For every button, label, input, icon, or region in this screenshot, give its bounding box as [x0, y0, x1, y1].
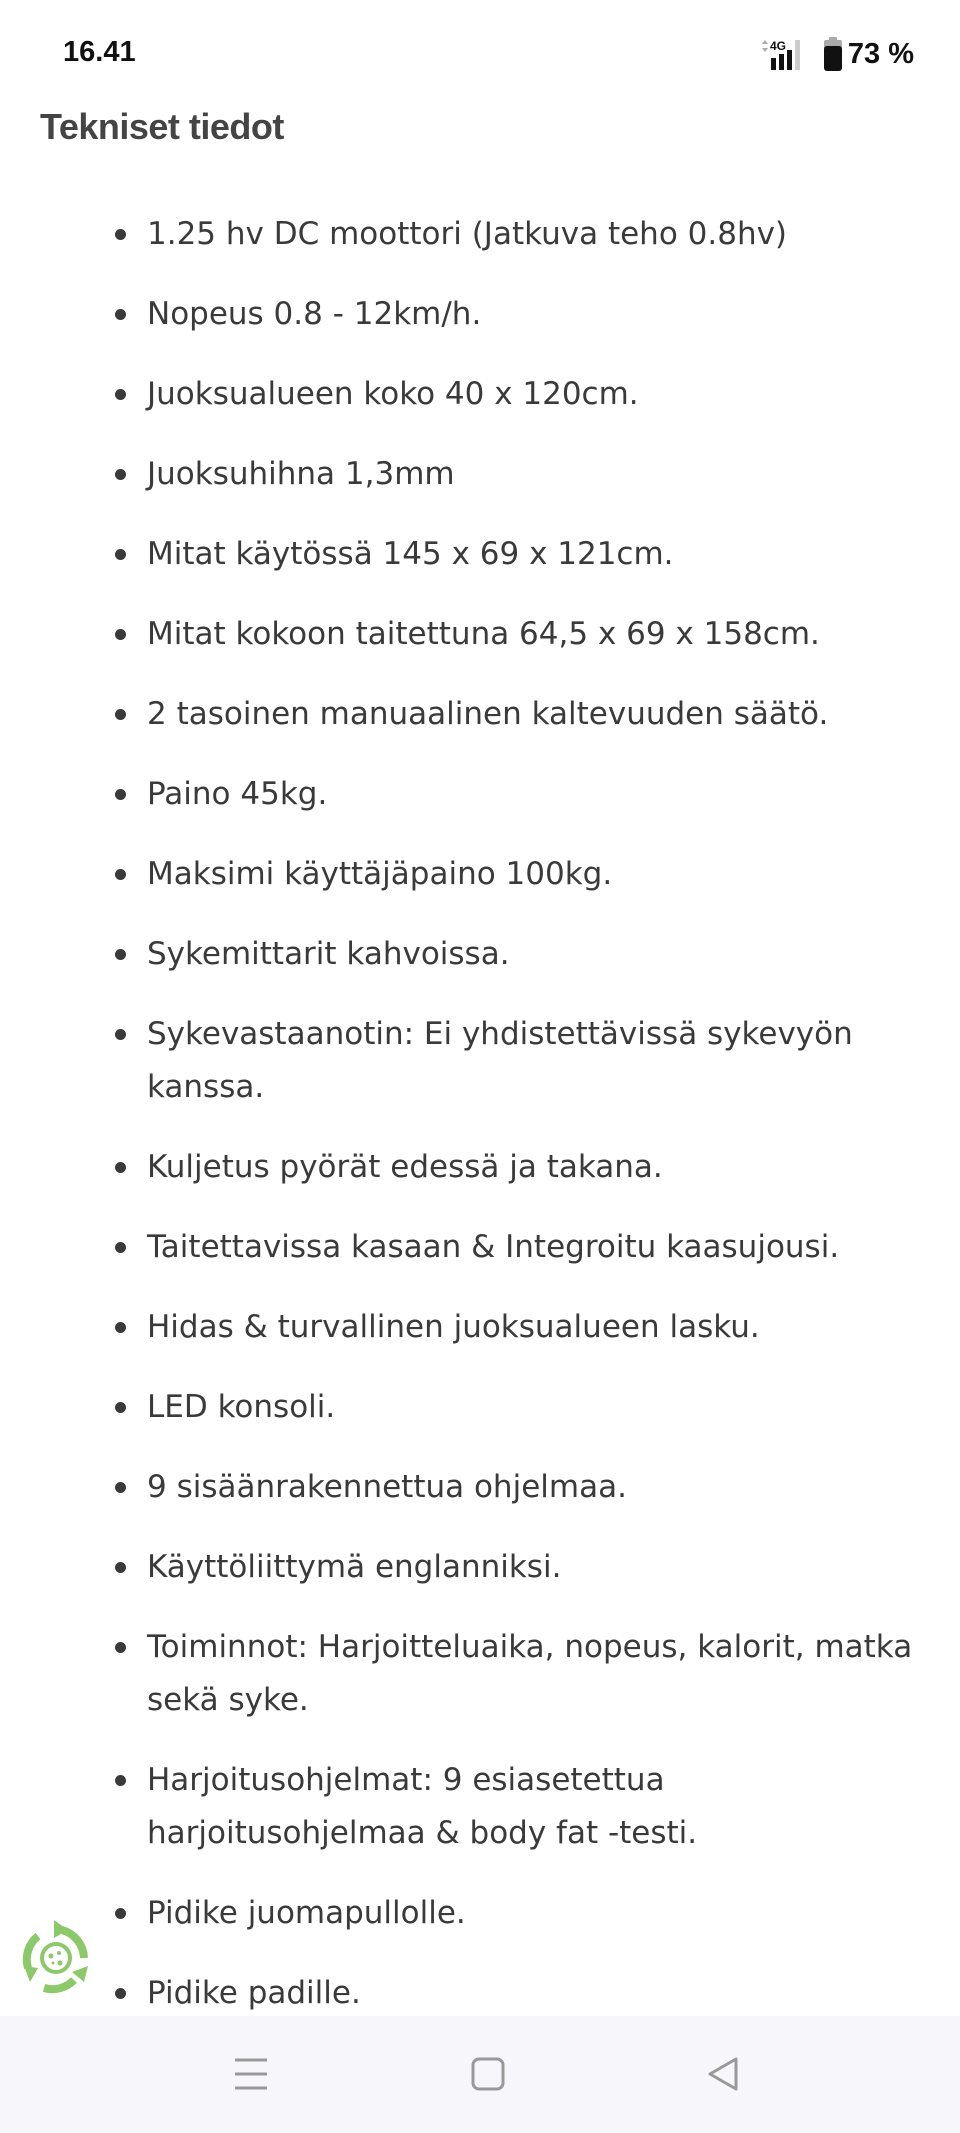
spec-list-item: Toiminnot: Harjoitteluaika, nopeus, kalorit, matka sekä syke. — [147, 1621, 937, 1727]
navigation-bar — [0, 2016, 960, 2133]
back-triangle-icon — [706, 2056, 742, 2092]
battery-icon — [824, 37, 842, 71]
signal-icon — [758, 36, 818, 72]
spec-list-item: 2 tasoinen manuaalinen kaltevuuden säätö. — [147, 688, 937, 741]
menu-icon — [233, 2056, 269, 2092]
spec-list-item: Juoksualueen koko 40 x 120cm. — [147, 368, 937, 421]
status-bar — [0, 0, 960, 110]
home-square-icon — [470, 2056, 506, 2092]
battery-percent: 73 % — [847, 37, 914, 70]
spec-list-item: Sykemittarit kahvoissa. — [147, 928, 937, 981]
spec-list-item: Harjoitusohjelmat: 9 esiasetettua harjoitusohjelmaa & body fat -testi. — [147, 1754, 937, 1860]
spec-list-item: 9 sisäänrakennettua ohjelmaa. — [147, 1461, 937, 1514]
recycle-icon — [18, 1918, 94, 1998]
section-title: Tekniset tiedot — [40, 106, 284, 147]
spec-list-item: Pidike padille. — [147, 1967, 937, 2020]
recent-apps-button[interactable] — [233, 2056, 269, 2096]
spec-list-item: Paino 45kg. — [147, 768, 937, 821]
spec-list-item: Käyttöliittymä englanniksi. — [147, 1541, 937, 1594]
floating-recycle-button[interactable] — [18, 1918, 94, 1998]
spec-list-item: Pidike juomapullolle. — [147, 1887, 937, 1940]
back-button[interactable] — [706, 2056, 742, 2096]
spec-list-item: 1.25 hv DC moottori (Jatkuva teho 0.8hv) — [147, 208, 937, 261]
spec-list-item: Juoksuhihna 1,3mm — [147, 448, 937, 501]
spec-list-item: Mitat kokoon taitettuna 64,5 x 69 x 158cm. — [147, 608, 937, 661]
spec-list-item: LED konsoli. — [147, 1381, 937, 1434]
spec-list-item: Nopeus 0.8 - 12km/h. — [147, 288, 937, 341]
spec-list-item: Sykevastaanotin: Ei yhdistettävissä sykevyön kanssa. — [147, 1008, 937, 1114]
spec-list-item: Kuljetus pyörät edessä ja takana. — [147, 1141, 937, 1194]
spec-list-item: Taitettavissa kasaan & Integroitu kaasujousi. — [147, 1221, 937, 1274]
spec-list-item: Hidas & turvallinen juoksualueen lasku. — [147, 1301, 937, 1354]
spec-list — [0, 208, 937, 2047]
spec-list-item: Mitat käytössä 145 x 69 x 121cm. — [147, 528, 937, 581]
svg-text:4G: 4G — [769, 39, 786, 53]
status-time: 16.41 — [63, 36, 136, 68]
home-button[interactable] — [470, 2056, 506, 2096]
spec-list-item: Maksimi käyttäjäpaino 100kg. — [147, 848, 937, 901]
